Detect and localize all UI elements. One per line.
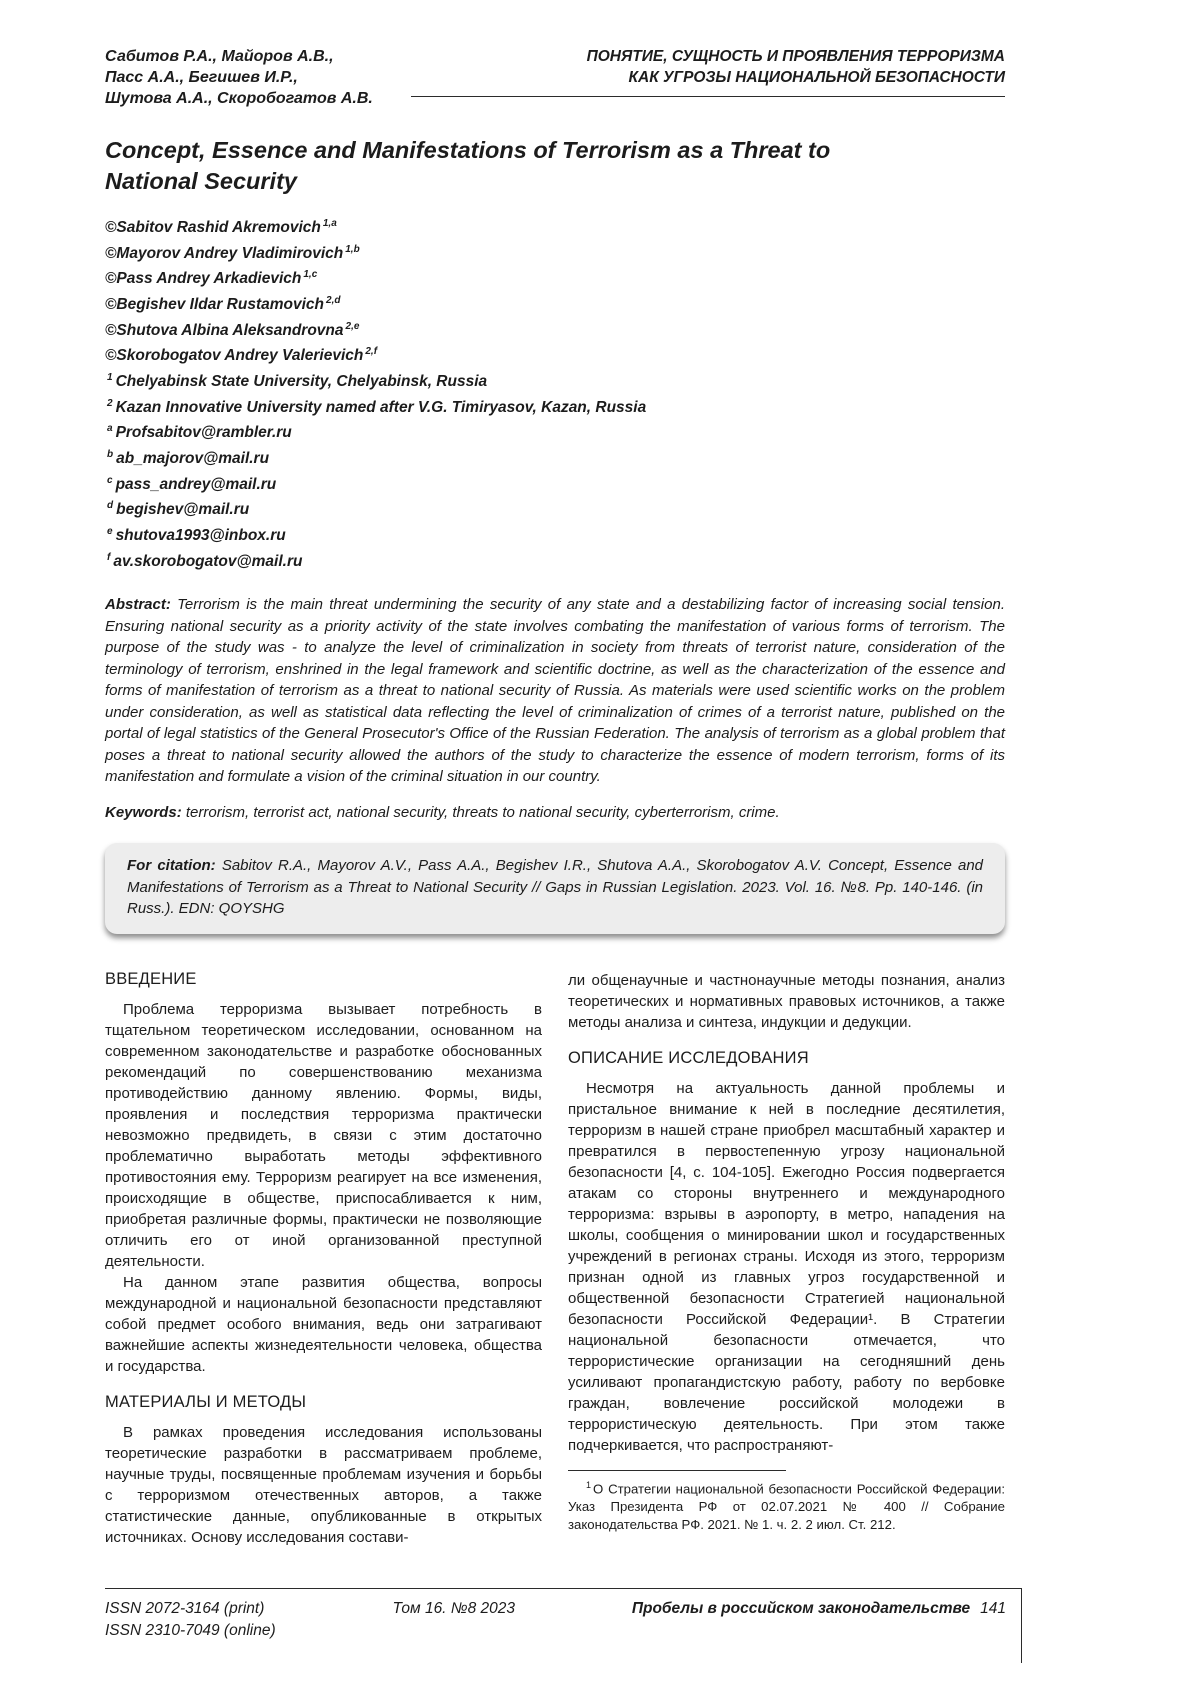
author-affil-sup: 1,c [303,269,318,281]
section-heading-materials-methods: МАТЕРИАЛЫ И МЕТОДЫ [105,1392,307,1411]
affiliation-line: $^2$ Kazan Innovative University named after V.G. Timiryasov, Kazan, Russia [107,397,647,416]
running-head-authors-line: Сабитов Р.А., Майоров А.В., [105,48,334,65]
article-title: Concept, Essence and Manifestations of Terrorism as a Threat to National Security [105,137,831,194]
paragraph: Несмотря на актуальность данной проблемы и пристальное внимание к ней в последние десятилетия, терроризм в нашей стране приобрел масштабный характер и превратился в первостепенную угрозу национальной безопасности [4, с. 104-105]. Ежегодно Россия подвергается атакам со стороны внутреннего и международного терроризма: взрывы в аэропорту, в метро, нападения на школы, сообщения о минировании школ и государственных учреждений в регионах страны. Исходя из этого, терроризм признан одной из главных угроз государственной и общественной безопасности Стратегией национальной безопасности Российской Федерации¹. В Стратегии национальной безопасности отмечается, что террористические организации на сегодняшний день усиливают пропагандистскую работу, работу по вербовке граждан, вовлечение российской молодежи в террористическую деятельность. При этом также подчеркивается, что распространяют- [568,1079,1005,1454]
footnote [568,1476,1005,1534]
email-marker: c [107,474,113,486]
author-affil-sup: 2,d [326,294,341,306]
abstract-label: Abstract: [105,596,171,614]
author-line: ©Skorobogatov Andrey Valerievich $^{2,f}$ [105,346,378,365]
left-column [105,970,542,1548]
citation-label: For citation: [127,857,216,875]
page-number: 141 [980,1600,1006,1617]
running-head-authors [105,46,373,109]
section-heading-research-description: ОПИСАНИЕ ИССЛЕДОВАНИЯ [568,1048,809,1067]
email-address: pass_andrey@mail.ru [115,475,277,493]
paragraph: Проблема терроризма вызывает потребность в тщательном теоретическом исследовании, основанном на современном законодательстве и разработке обоснованных рекомендаций по совершенствованию механизма противодействию данному явлению. Формы, виды, проявления и последствия терроризма практически невозможно предвидеть, в связи с этим достаточно проблематично выработать методы эффективного противостояния ему. Терроризм реагирует на все изменения, происходящие в обществе, приспосабливается к ним, приобретая различные формы, практически не позволяющие отличить его от иной организованной преступной деятельности. [105,1000,542,1270]
email-line [105,495,1005,521]
author-affil-sup: 1,b [345,243,360,255]
email-line [105,521,1005,547]
author-affil-sup: 2,f [365,346,378,358]
footnote-marker: 1 [586,1479,592,1490]
abstract [105,594,1005,788]
affiliation-marker: 2 [107,397,113,409]
email-line [105,547,1005,573]
email-line [105,470,1005,496]
footer-journal [632,1598,1022,1620]
email-line [105,418,1005,444]
email-line [105,444,1005,470]
running-head-title-line: ПОНЯТИЕ, СУЩНОСТЬ И ПРОЯВЛЕНИЯ ТЕРРОРИЗМА [586,48,1005,65]
footer-volume: Том 16. №8 2023 [392,1600,515,1617]
affiliation-marker: 1 [107,371,113,383]
email-address: Profsabitov@rambler.ru [115,424,292,442]
email-address: begishev@mail.ru [116,501,250,519]
email-marker: e [107,525,113,537]
author-affil-sup: 2,e [345,320,360,332]
paragraph: В рамках проведения исследования использованы теоретические разработки в рассматриваем проблеме, научные труды, посвященные проблемам изучения и борьбы с терроризмом отечественных авторов, а также статистические данные, опубликованные в открытых источниках. Основу исследования состави- [105,1423,542,1546]
paragraph: На данном этапе развития общества, вопросы международной и национальной безопасности представляют собой предмет особого внимания, ведь они затрагивают важнейшие аспекты жизнедеятельности человека, общества и государства. [105,1273,542,1375]
running-head [105,46,1005,109]
email-marker: f [107,551,111,563]
running-head-title-line: КАК УГРОЗЫ НАЦИОНАЛЬНОЙ БЕЗОПАСНОСТИ [628,69,1005,86]
footer-issn [105,1598,276,1642]
authors-block [105,213,1005,572]
affiliation-line: $^1$ Chelyabinsk State University, Chelyabinsk, Russia [107,371,488,391]
author-affil-sup: 1,a [322,218,337,229]
footnote-text: О Стратегии национальной безопасности Российской Федерации: Указ Президента РФ от 02.07.2021 № 400 // Собрание законодательства РФ. 2021. № 1. ч. 2. 2 июл. Ст. 212. [568,1481,1005,1533]
citation-text: Sabitov R.A., Mayorov A.V., Pass A.A., Begishev I.R., Shutova A.A., Skorobogatov A.V. Concept, Essence and Manifestations of Terrorism as a Threat to National Security // Gaps in Russian Legislation. 2023. Vol. 16. №8. Pp. 140-146. (in Russ.). EDN: QOYSHG [127,857,983,918]
email-marker: b [107,448,114,460]
citation-box [105,843,1005,934]
author-line: ©Mayorov Andrey Vladimirovich $^{1,b}$ [105,243,360,262]
paragraph: ли общенаучные и частнонаучные методы познания, анализ теоретических и нормативных правовых источников, а также методы анализа и синтеза, индукции и дедукции. [568,971,1005,1031]
keywords [105,802,1005,824]
right-column [568,970,1005,1548]
keywords-label: Keywords: [105,803,182,821]
running-head-authors-line: Пасс А.А., Бегишев И.Р., [105,69,298,86]
issn-online: ISSN 2310-7049 (online) [105,1622,276,1639]
keywords-text: terrorism, terrorist act, national security, threats to national security, cyberterrorism, crime. [185,803,780,821]
email-address: av.skorobogatov@mail.ru [113,552,303,570]
footnote-divider [568,1470,786,1471]
author-line: ©Begishev Ildar Rustamovich $^{2,d}$ [105,294,341,314]
page-footer [105,1588,1022,1642]
journal-name: Пробелы в российском законодательстве [631,1600,971,1617]
abstract-text: Terrorism is the main threat undermining the security of any state and a destabilizing factor of increasing social tension. Ensuring national security as a priority activity of the state involves combating the manifestation of various forms of terrorism. The purpose of the study was - to analyze the level of criminalization in society from threats of terrorist nature, consideration of the terminology of terrorism, enshrined in the legal framework and scientific doctrine, as well as the characterization of the essence and forms of manifestation of terrorism as a threat to national security of Russia. As materials were used scientific works on the problem under consideration, as well as statistical data reflecting the level of criminalization of crimes of a terrorist nature, published on the portal of legal statistics of the General Prosecutor's Office of the Russian Federation. The analysis of terrorism as a global problem that poses a threat to national security allowed the authors of the study to characterize the essence of modern terrorism, forms of its manifestation and formulate a vision of the criminal situation in our country. [105,596,1005,786]
email-marker: a [107,423,113,435]
body-columns [105,970,1005,1548]
running-head-authors-line: Шутова А.А., Скоробогатов А.В. [105,90,373,107]
section-heading-introduction: ВВЕДЕНИЕ [105,969,197,988]
email-address: ab_majorov@mail.ru [116,450,270,468]
issn-print: ISSN 2072-3164 (print) [105,1600,265,1617]
email-marker: d [107,500,114,512]
author-line: ©Sabitov Rashid Akremovich $^{1,a}$ [105,218,337,237]
author-line: ©Pass Andrey Arkadievich $^{1,c}$ [105,269,318,288]
running-head-title [411,46,1005,97]
author-line: ©Shutova Albina Aleksandrovna $^{2,e}$ [105,320,360,339]
email-address: shutova1993@inbox.ru [115,527,286,545]
